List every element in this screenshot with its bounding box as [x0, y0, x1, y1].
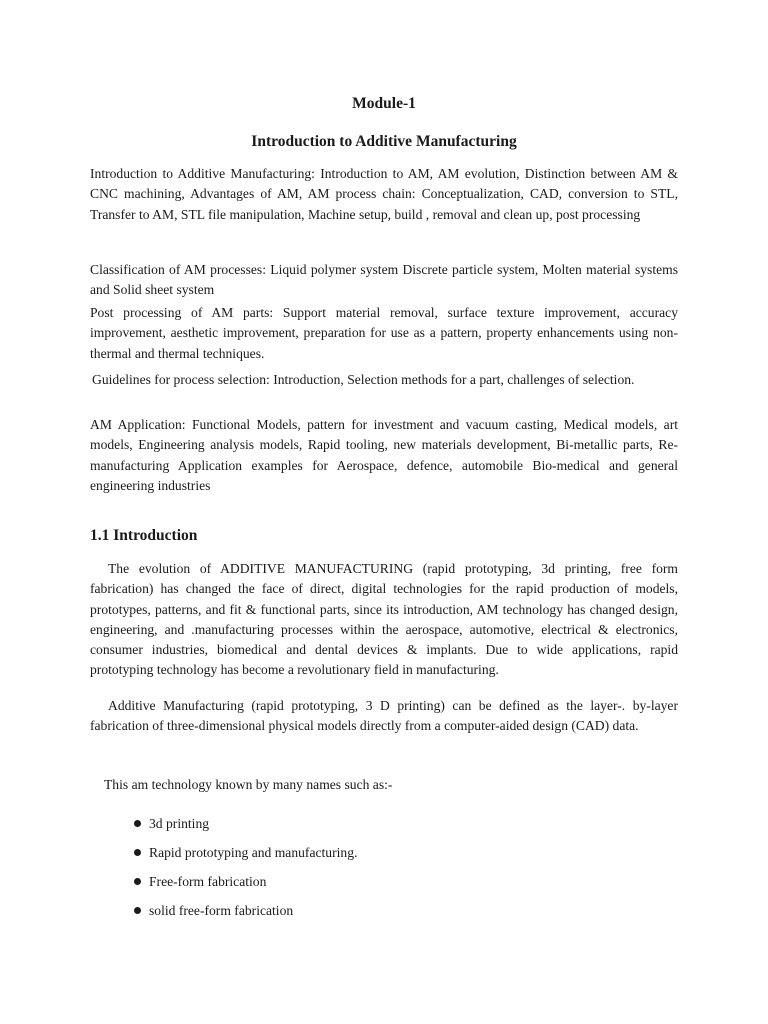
- list-item: [134, 870, 357, 899]
- syllabus-paragraph-post-processing: Post processing of AM parts: Support material removal, surface texture improvement, accuracy improvement, aesthetic improvement, preparation for use as a pattern, property enhancements using non-thermal and thermal techniques.: [90, 305, 678, 361]
- bullet-icon: [134, 849, 141, 856]
- section-heading-introduction: 1.1 Introduction: [90, 527, 198, 544]
- list-item-label: Rapid prototyping and manufacturing.: [149, 845, 358, 860]
- page-title: Introduction to Additive Manufacturing: [251, 133, 517, 150]
- list-item-label: 3d printing: [149, 816, 210, 831]
- module-label: Module-1: [352, 95, 416, 112]
- list-item-label: Free-form fabrication: [149, 874, 267, 889]
- syllabus-paragraph-classification: Classification of AM processes: Liquid polymer system Discrete particle system, Molten material systems and Solid sheet system: [90, 262, 678, 298]
- list-item: [134, 841, 357, 870]
- syllabus-paragraph-applications: AM Application: Functional Models, pattern for investment and vacuum casting, Medical models, art models, Engineering analysis models, Rapid tooling, new materials development, Bi-metallic parts, Re-manufacturing Application examples for Aerospace, defence, automobile Bio-medical and general engineering industries: [90, 417, 678, 493]
- bullet-icon: [134, 907, 141, 914]
- intro-paragraph-evolution: The evolution of ADDITIVE MANUFACTURING (rapid prototyping, 3d printing, free form fabrication) has changed the face of direct, digital technologies for the rapid production of models, prototypes, patterns, and fit & functional parts, since its introduction, AM technology has changed design, engineering, and .manufacturing processes within the aerospace, automotive, electrical & electronics, consumer industries, biomedical and dental devices & implants. Due to wide applications, rapid prototyping technology has become a revolutionary field in manufacturing.: [90, 561, 678, 678]
- bullet-icon: [134, 820, 141, 827]
- list-item: [134, 899, 357, 928]
- names-list: [134, 812, 357, 928]
- names-lead-text: This am technology known by many names such as:-: [104, 777, 393, 792]
- list-item: [134, 812, 357, 841]
- list-item-label: solid free-form fabrication: [149, 903, 294, 918]
- syllabus-paragraph-guidelines: Guidelines for process selection: Introduction, Selection methods for a part, challenges of selection.: [92, 372, 635, 387]
- intro-paragraph-definition: Additive Manufacturing (rapid prototyping, 3 D printing) can be defined as the layer-. by-layer fabrication of three-dimensional physical models directly from a computer-aided design (CAD) data.: [90, 698, 678, 734]
- syllabus-paragraph-intro: Introduction to Additive Manufacturing: Introduction to AM, AM evolution, Distinction between AM & CNC machining, Advantages of AM, AM process chain: Conceptualization, CAD, conversion to STL, Transfer to AM, STL file manipulation, Machine setup, build , removal and clean up, post processing: [90, 166, 678, 222]
- bullet-icon: [134, 878, 141, 885]
